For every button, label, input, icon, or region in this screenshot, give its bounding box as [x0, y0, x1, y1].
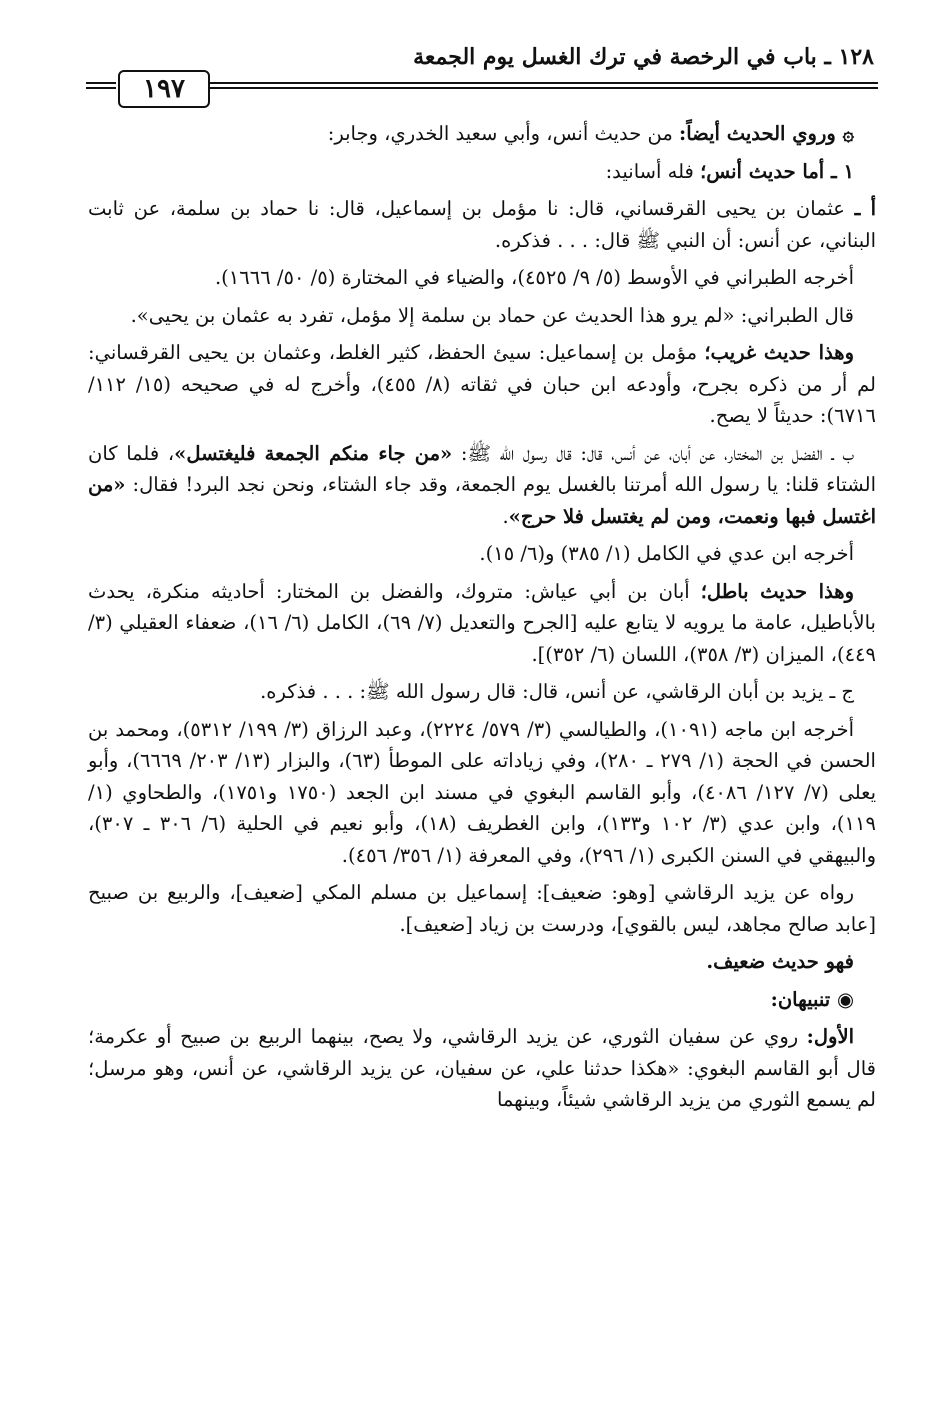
- header-rule-left: [86, 82, 116, 89]
- paragraph-p7: [88, 438, 876, 533]
- body-text: مؤمل بن إسماعيل: سيئ الحفظ، كثير الغلط، وعثمان بن يحيى القرقساني: لم أر من ذكره بجرح، وأودعه ابن حبان في ثقاته (٨/ ٤٥٥)، وأخرج له في صحيحه (١٥/ ١١٢/ ٦٧١٦): حديثاً لا يصح.: [88, 341, 876, 427]
- bold-text: وهذا حديث باطل؛: [700, 579, 855, 603]
- paragraph-p13: [88, 946, 876, 978]
- body-text: فله أسانيد:: [605, 159, 701, 183]
- bold-text: «من جاء منكم الجمعة فليغتسل»: [174, 441, 453, 465]
- running-header-title: ١٢٨ ـ باب في الرخصة في ترك الغسل يوم الجمعة: [413, 44, 874, 70]
- body-text: ب ـ الفضل بن المختار، عن أبان، عن أنس، قال: قال رسول الله ﷺ:: [452, 441, 854, 465]
- paragraph-p3: [88, 193, 876, 256]
- body-text: أخرجه ابن عدي في الكامل (١/ ٣٨٥) و(٦/ ١٥).: [479, 542, 854, 565]
- body-text: رواه عن يزيد الرقاشي [وهو: ضعيف]: إسماعيل بن مسلم المكي [ضعيف]، والربيع بن صبيح [عابد صالح مجاهد، ليس بالقوي]، ودرست بن زياد [ضعيف].: [88, 881, 876, 936]
- bold-text: ۞: [835, 122, 854, 145]
- paragraph-p15: [88, 1021, 876, 1116]
- paragraph-p14: [88, 984, 876, 1016]
- body-text: روي عن سفيان الثوري، عن يزيد الرقاشي، ولا يصح، بينهما الربيع بن صبيح أو عكرمة؛ قال أبو القاسم البغوي: «هكذا حدثنا علي، عن سفيان، عن يزيد الرقاشي، عن أنس، وهو مرسل؛ لم يسمع الثوري من يزيد الرقاشي شيئاً، وبينهما: [88, 1025, 876, 1111]
- body-text: ، فلما كان الشتاء قلنا: يا رسول الله أمرتنا بالغسل يوم الجمعة، وقد جاء الشتاء، ونحن نجد البرد! فقال:: [88, 441, 876, 496]
- bold-text: الأول:: [806, 1025, 854, 1048]
- page-number: ١٩٧: [118, 70, 210, 108]
- bold-text: وروي الحديث أيضاً:: [679, 122, 836, 145]
- body-text: أبان بن أبي عياش: متروك، والفضل بن المختار: أحاديثه منكرة، يحدث بالأباطيل، عامة ما يرويه لا يتابع عليه [الجرح والتعديل (٧/ ٦٩)، الكامل (٦/ ١٦)، ضعفاء العقيلي (٣/ ٤٤٩)، الميزان (٣/ ٣٥٨)، اللسان (٦/ ٣٥٢)].: [88, 579, 876, 666]
- body-text: أخرجه الطبراني في الأوسط (٥/ ٩/ ٤٥٢٥)، والضياء في المختارة (٥/ ٥٠/ ١٦٦٦).: [214, 266, 854, 289]
- paragraph-p4: [88, 262, 876, 294]
- paragraph-p6: [88, 337, 876, 432]
- body-text: .: [502, 504, 509, 528]
- body-text: عثمان بن يحيى القرقساني، قال: نا مؤمل بن إسماعيل، قال: نا حماد بن سلمة، عن ثابت البناني، عن أنس: أن النبي ﷺ قال: . . . فذكره.: [88, 197, 876, 252]
- bold-text: ◉ تنبيهان:: [770, 987, 854, 1011]
- paragraph-p8: [88, 538, 876, 570]
- paragraph-p12: [88, 877, 876, 940]
- paragraph-p2: [88, 156, 876, 188]
- bold-text: «من اغتسل فبها ونعمت، ومن لم يغتسل فلا حرج»: [88, 473, 876, 528]
- paragraph-p9: [88, 576, 876, 671]
- body-text: قال الطبراني: «لم يرو هذا الحديث عن حماد بن سلمة إلا مؤمل، تفرد به عثمان بن يحيى».: [130, 303, 854, 327]
- paragraph-p11: [88, 714, 876, 872]
- bold-text: ١ ـ أما حديث أنس؛: [700, 159, 854, 183]
- paragraph-p1: [88, 118, 876, 150]
- bold-text: وهذا حديث غريب؛: [704, 341, 854, 364]
- bold-text: فهو حديث ضعيف.: [706, 950, 854, 973]
- paragraph-p10: [88, 676, 876, 708]
- page-body: [88, 118, 876, 1122]
- paragraph-p5: [88, 300, 876, 332]
- body-text: أخرجه ابن ماجه (١٠٩١)، والطيالسي (٣/ ٥٧٩/ ٢٢٢٤)، وعبد الرزاق (٣/ ١٩٩/ ٥٣١٢)، ومحمد بن الحسن في الحجة (١/ ٢٧٩ ـ ٢٨٠)، وفي زياداته على الموطأ (٦٣)، والبزار (١٣/ ٢٠٣/ ٦٦٦٩)، وأبو يعلى (٧/ ١٢٧/ ٤٠٨٦)، وأبو القاسم البغوي في مسند ابن الجعد (١٧٥٠ و١٧٥١)، والطحاوي (١/ ١١٩)، وابن عدي (٣/ ١٠٢ و١٣٣)، وابن الغطريف (١٨)، وأبو نعيم في الحلية (٦/ ٣٠٦ ـ ٣٠٧)، والبيهقي في السنن الكبرى (١/ ٢٩٦)، وفي المعرفة (١/ ٣٥٦/ ٤٥٦).: [88, 717, 876, 867]
- bold-text: أ ـ: [854, 197, 877, 220]
- header-rule-right: [206, 82, 878, 89]
- body-text: ج ـ يزيد بن أبان الرقاشي، عن أنس، قال: قال رسول الله ﷺ: . . . فذكره.: [260, 680, 854, 703]
- body-text: من حديث أنس، وأبي سعيد الخدري، وجابر:: [327, 122, 680, 145]
